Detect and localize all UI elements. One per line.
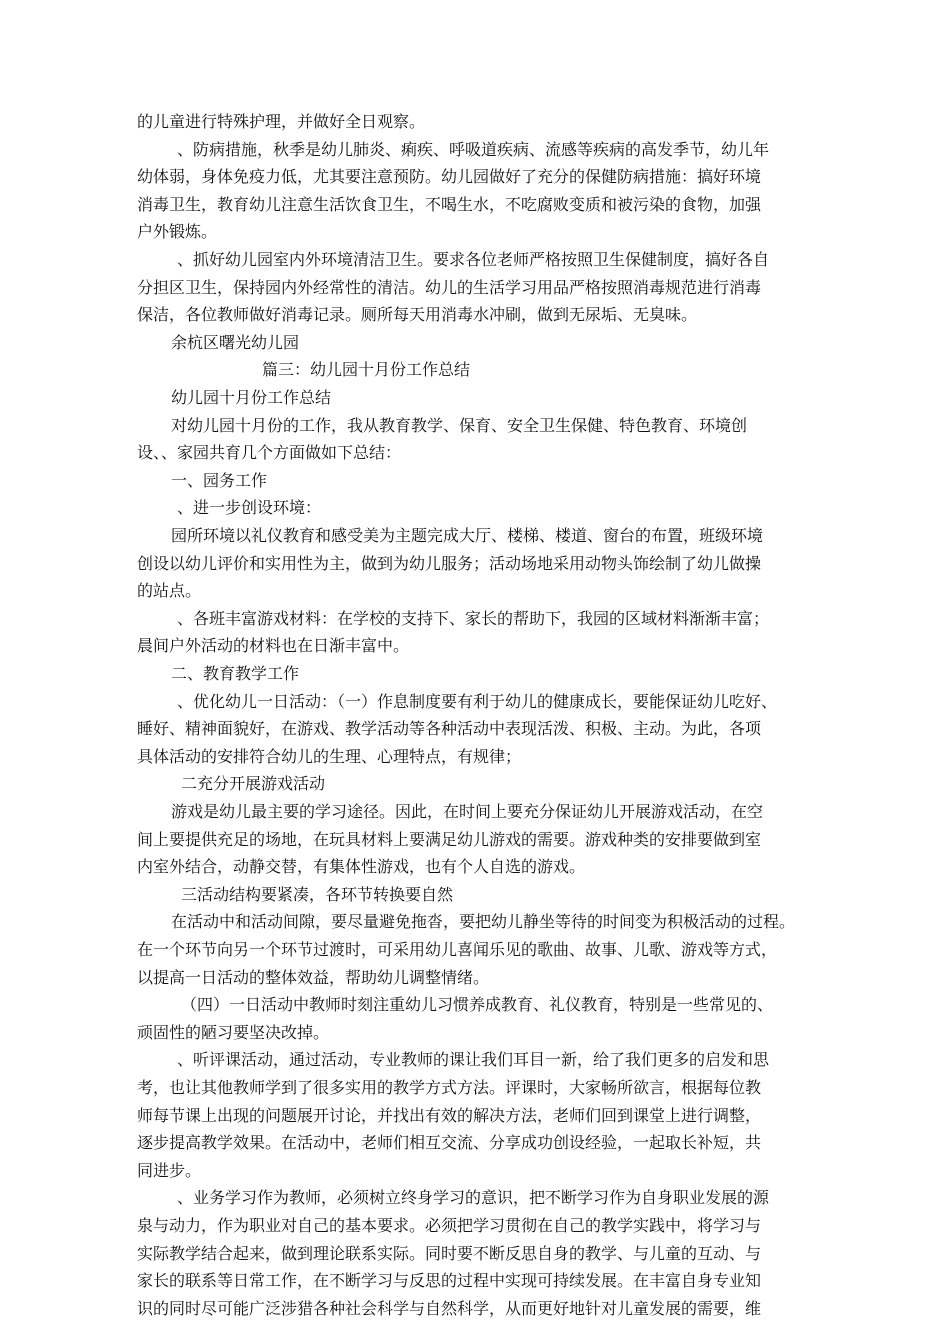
text-line: 同进步。	[137, 1160, 202, 1180]
text-line: 二、教育教学工作	[171, 664, 300, 683]
text-line: 、听评课活动，通过活动，专业教师的课让我们耳目一新，给了我们更多的启发和思	[177, 1050, 770, 1070]
text-line: 家长的联系等日常工作，在不断学习与反思的过程中实现可持续发展。在丰富自身专业知	[137, 1271, 762, 1291]
text-line: 间上要提供充足的场地，在玩具材料上要满足幼儿游戏的需要。游戏种类的安排要做到室	[137, 829, 762, 849]
text-line: 消毒卫生，教育幼儿注意生活饮食卫生，不喝生水，不吃腐败变质和被污染的食物，加强	[137, 194, 762, 214]
text-line: 分担区卫生，保持园内外经常性的清洁。幼儿的生活学习用品严格按照消毒规范进行消毒	[137, 277, 762, 297]
text-line: 在活动中和活动间隙，要尽量避免拖沓，要把幼儿静坐等待的时间变为积极活动的过程。	[171, 912, 796, 932]
text-line: 、各班丰富游戏材料：在学校的支持下、家长的帮助下，我园的区域材料渐渐丰富；	[177, 608, 770, 628]
text-line: 考，也让其他教师学到了很多实用的教学方式方法。评课时，大家畅所欲言，根据每位教	[137, 1078, 762, 1097]
text-line: 实际教学结合起来，做到理论联系实际。同时要不断反思自身的教学、与儿童的互动、与	[137, 1243, 762, 1263]
text-line: 以提高一日活动的整体效益，帮助幼儿调整情绪。	[137, 967, 490, 987]
text-line: 幼儿园十月份工作总结	[171, 388, 332, 407]
text-line: 内室外结合，动静交替，有集体性游戏，也有个人自选的游戏。	[137, 857, 586, 877]
text-line: 余杭区曙光幼儿园	[171, 332, 300, 352]
text-line: 泉与动力，作为职业对自己的基本要求。必须把学习贯彻在自己的教学实践中，将学习与	[137, 1216, 762, 1235]
text-line: 、业务学习作为教师，必须树立终身学习的意识，把不断学习作为自身职业发展的源	[177, 1188, 770, 1208]
text-line: 识的同时尽可能广泛涉猎各种社会科学与自然科学，从而更好地针对儿童发展的需要，维	[137, 1298, 762, 1318]
text-line: 顽固性的陋习要坚决改掉。	[137, 1022, 330, 1042]
text-line: （四）一日活动中教师时刻注重幼儿习惯养成教育、礼仪教育，特别是一些常见的、	[181, 995, 774, 1015]
text-line: 、优化幼儿一日活动：（一）作息制度要有利于幼儿的健康成长，要能保证幼儿吃好、	[177, 691, 778, 711]
text-line: 保洁，各位教师做好消毒记录。厕所每天用消毒水冲刷，做到无尿垢、无臭味。	[137, 305, 698, 325]
text-line: 游戏是幼儿最主要的学习途径。因此，在时间上要充分保证幼儿开展游戏活动，在空	[171, 802, 764, 821]
text-line: 、进一步创设环境：	[177, 498, 322, 518]
text-line: 的儿童进行特殊护理，并做好全日观察。	[137, 112, 426, 131]
text-line: 睡好、精神面貌好，在游戏、教学活动等各种活动中表现活泼、积极、主动。为此，各项	[137, 719, 762, 739]
text-line: 一、园务工作	[171, 470, 268, 490]
text-line: 在一个环节向另一个环节过渡时，可采用幼儿喜闻乐见的歌曲、故事、儿歌、游戏等方式，	[137, 940, 778, 959]
text-line: 创设以幼儿评价和实用性为主，做到为幼儿服务；活动场地采用动物头饰绘制了幼儿做操	[137, 553, 762, 573]
text-line: 二充分开展游戏活动	[181, 774, 326, 794]
text-line: 篇三：幼儿园十月份工作总结	[262, 360, 471, 380]
text-line: 设、、家园共育几个方面做如下总结：	[137, 443, 402, 463]
text-line: 的站点。	[137, 581, 202, 601]
text-line: 晨间户外活动的材料也在日渐丰富中。	[137, 636, 410, 656]
text-line: 对幼儿园十月份的工作，我从教育教学、保育、安全卫生保健、特色教育、环境创	[171, 415, 748, 435]
text-line: 三活动结构要紧凑，各环节转换要自然	[181, 884, 454, 904]
text-line: 逐步提高教学效果。在活动中，老师们相互交流、分享成功创设经验，一起取长补短，共	[137, 1133, 762, 1153]
text-line: 园所环境以礼仪教育和感受美为主题完成大厅、楼梯、楼道、窗台的布置，班级环境	[171, 526, 764, 545]
text-line: 幼体弱，身体免疫力低，尤其要注意预防。幼儿园做好了充分的保健防病措施：搞好环境	[137, 167, 762, 187]
text-line: 师每节课上出现的问题展开讨论，并找出有效的解决方法，老师们回到课堂上进行调整，	[137, 1105, 762, 1125]
text-line: 户外锻炼。	[137, 222, 218, 242]
text-line: 、防病措施，秋季是幼儿肺炎、痢疾、呼吸道疾病、流感等疾病的高发季节，幼儿年	[177, 139, 770, 159]
text-line: 具体活动的安排符合幼儿的生理、心理特点，有规律；	[137, 746, 522, 766]
text-line: 、抓好幼儿园室内外环境清洁卫生。要求各位老师严格按照卫生保健制度，搞好各自	[177, 250, 770, 269]
